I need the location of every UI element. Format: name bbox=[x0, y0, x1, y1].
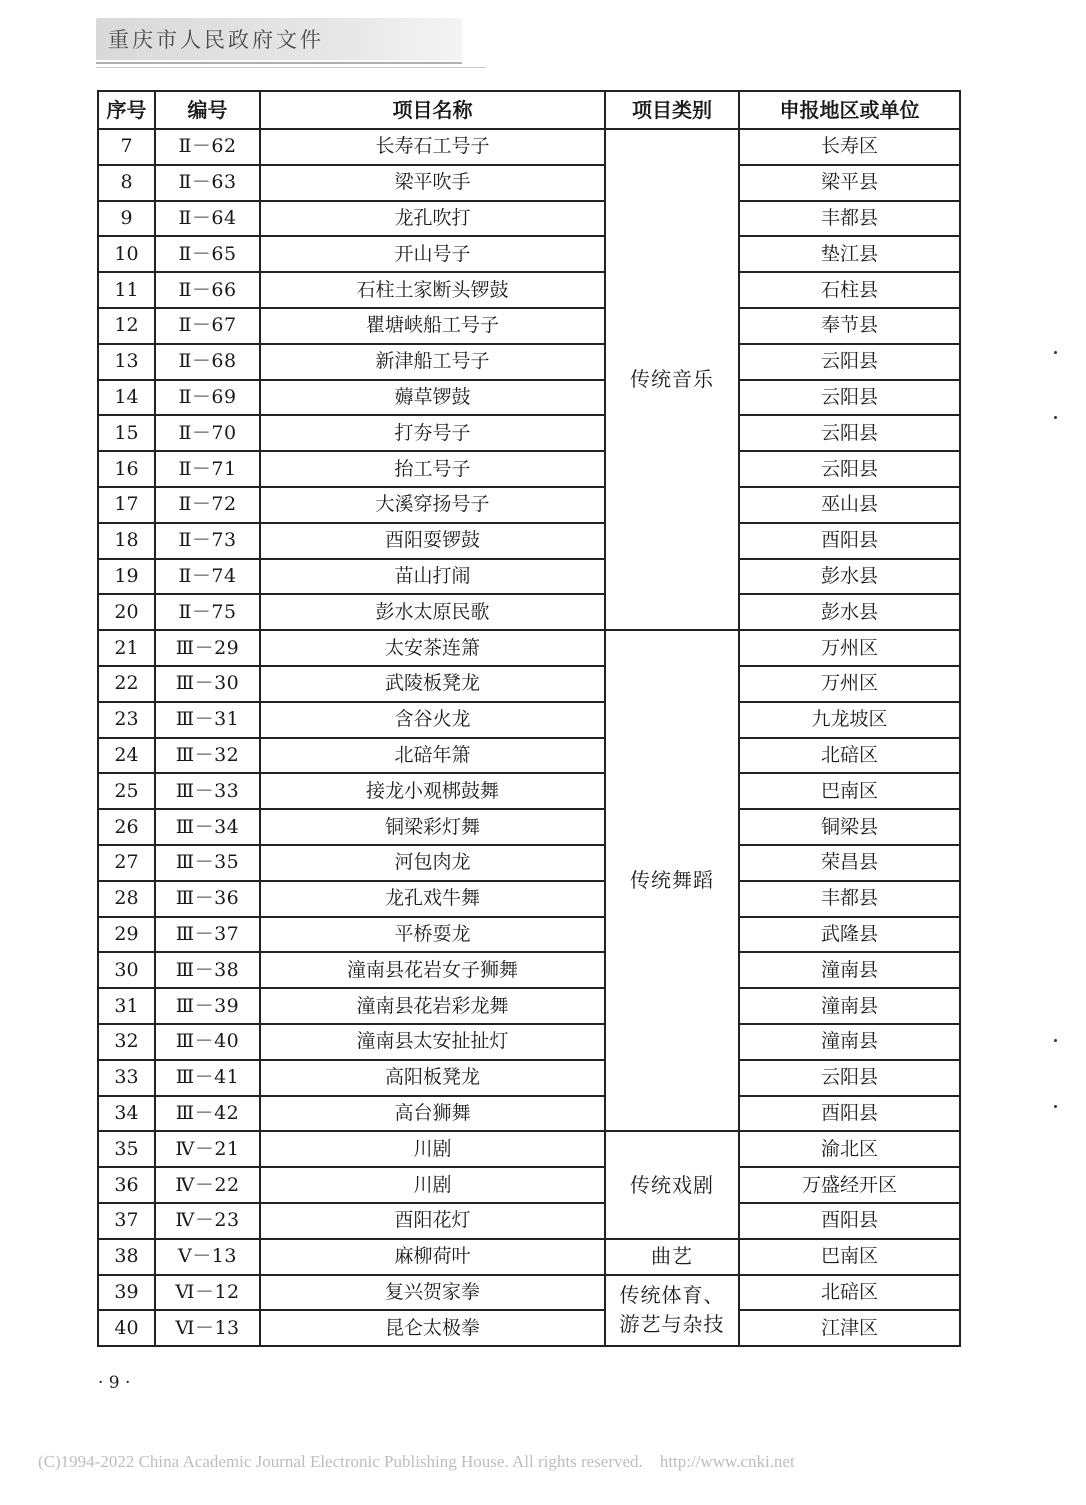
table-body bbox=[98, 129, 960, 1346]
table-row bbox=[98, 881, 960, 917]
cell-project-name: 平桥耍龙 bbox=[260, 917, 605, 953]
table-row bbox=[98, 809, 960, 845]
cell-region: 潼南县 bbox=[739, 1024, 960, 1060]
cell-serial: 8 bbox=[98, 165, 155, 201]
column-header-serial: 序号 bbox=[98, 91, 155, 129]
column-header-code: 编号 bbox=[155, 91, 260, 129]
cell-project-name: 高台狮舞 bbox=[260, 1096, 605, 1132]
cell-region: 彭水县 bbox=[739, 594, 960, 630]
cell-region: 云阳县 bbox=[739, 380, 960, 416]
cell-category bbox=[605, 129, 739, 630]
cell-region: 奉节县 bbox=[739, 308, 960, 344]
cell-serial: 18 bbox=[98, 523, 155, 559]
cell-code: Ⅱ－73 bbox=[155, 523, 260, 559]
cell-serial: 17 bbox=[98, 487, 155, 523]
cell-serial: 15 bbox=[98, 415, 155, 451]
cell-code: Ⅲ－35 bbox=[155, 845, 260, 881]
cell-code: Ⅱ－69 bbox=[155, 380, 260, 416]
cell-serial: 7 bbox=[98, 129, 155, 165]
cell-code: Ⅵ－13 bbox=[155, 1310, 260, 1346]
cell-project-name: 彭水太原民歌 bbox=[260, 594, 605, 630]
cell-region: 酉阳县 bbox=[739, 523, 960, 559]
cell-project-name: 薅草锣鼓 bbox=[260, 380, 605, 416]
table-row bbox=[98, 308, 960, 344]
cell-project-name: 武陵板凳龙 bbox=[260, 666, 605, 702]
cell-code: Ⅱ－68 bbox=[155, 344, 260, 380]
cell-serial: 38 bbox=[98, 1239, 155, 1275]
table-row bbox=[98, 666, 960, 702]
table-row bbox=[98, 845, 960, 881]
cell-serial: 16 bbox=[98, 451, 155, 487]
cell-code: Ⅱ－72 bbox=[155, 487, 260, 523]
cell-project-name: 梁平吹手 bbox=[260, 165, 605, 201]
cell-region: 石柱县 bbox=[739, 272, 960, 308]
category-label: 传统舞蹈 bbox=[630, 868, 714, 893]
table-row bbox=[98, 451, 960, 487]
table-row bbox=[98, 1096, 960, 1132]
table-row bbox=[98, 1275, 960, 1311]
cell-code: Ⅱ－75 bbox=[155, 594, 260, 630]
cell-project-name: 开山号子 bbox=[260, 236, 605, 272]
table-row bbox=[98, 773, 960, 809]
cell-region: 云阳县 bbox=[739, 344, 960, 380]
cell-code: Ⅲ－33 bbox=[155, 773, 260, 809]
cell-code: Ⅲ－36 bbox=[155, 881, 260, 917]
cell-code: Ⅱ－65 bbox=[155, 236, 260, 272]
table-row bbox=[98, 129, 960, 165]
cell-serial: 36 bbox=[98, 1167, 155, 1203]
table-row bbox=[98, 1203, 960, 1239]
category-label: 传统戏剧 bbox=[630, 1172, 714, 1197]
cell-serial: 40 bbox=[98, 1310, 155, 1346]
table-row bbox=[98, 236, 960, 272]
cell-code: Ⅲ－40 bbox=[155, 1024, 260, 1060]
cell-region: 巫山县 bbox=[739, 487, 960, 523]
table-row bbox=[98, 1239, 960, 1275]
cell-code: Ⅲ－42 bbox=[155, 1096, 260, 1132]
scan-speck bbox=[1054, 351, 1057, 354]
cell-project-name: 瞿塘峡船工号子 bbox=[260, 308, 605, 344]
table-row bbox=[98, 1131, 960, 1167]
cell-project-name: 新津船工号子 bbox=[260, 344, 605, 380]
cell-serial: 29 bbox=[98, 917, 155, 953]
cell-code: Ⅱ－70 bbox=[155, 415, 260, 451]
running-header-title: 重庆市人民政府文件 bbox=[108, 28, 324, 52]
cell-code: Ⅲ－34 bbox=[155, 809, 260, 845]
table-row bbox=[98, 272, 960, 308]
cell-serial: 27 bbox=[98, 845, 155, 881]
cell-code: Ⅱ－67 bbox=[155, 308, 260, 344]
table-row bbox=[98, 702, 960, 738]
cell-region: 万州区 bbox=[739, 630, 960, 666]
scan-speck bbox=[1054, 1039, 1057, 1042]
cell-code: Ⅴ－13 bbox=[155, 1239, 260, 1275]
cell-project-name: 酉阳耍锣鼓 bbox=[260, 523, 605, 559]
cell-project-name: 含谷火龙 bbox=[260, 702, 605, 738]
table-row bbox=[98, 1060, 960, 1096]
cell-serial: 9 bbox=[98, 201, 155, 237]
table-row bbox=[98, 630, 960, 666]
table-row bbox=[98, 1310, 960, 1346]
table-row bbox=[98, 988, 960, 1024]
cell-region: 万州区 bbox=[739, 666, 960, 702]
cell-project-name: 接龙小观梆鼓舞 bbox=[260, 773, 605, 809]
cell-serial: 37 bbox=[98, 1203, 155, 1239]
category-label: 传统音乐 bbox=[630, 367, 714, 392]
cell-region: 江津区 bbox=[739, 1310, 960, 1346]
page-number: · 9 · bbox=[98, 1373, 131, 1393]
cell-region: 北碚区 bbox=[739, 738, 960, 774]
cell-serial: 28 bbox=[98, 881, 155, 917]
cell-region: 丰都县 bbox=[739, 881, 960, 917]
cell-code: Ⅲ－30 bbox=[155, 666, 260, 702]
cell-project-name: 龙孔吹打 bbox=[260, 201, 605, 237]
cell-project-name: 昆仑太极拳 bbox=[260, 1310, 605, 1346]
cell-region: 巴南区 bbox=[739, 773, 960, 809]
cell-serial: 34 bbox=[98, 1096, 155, 1132]
cell-code: Ⅲ－37 bbox=[155, 917, 260, 953]
cell-project-name: 高阳板凳龙 bbox=[260, 1060, 605, 1096]
cell-category bbox=[605, 630, 739, 1131]
cell-region: 北碚区 bbox=[739, 1275, 960, 1311]
table-row bbox=[98, 738, 960, 774]
cell-region: 荣昌县 bbox=[739, 845, 960, 881]
cell-serial: 24 bbox=[98, 738, 155, 774]
cell-serial: 10 bbox=[98, 236, 155, 272]
cell-serial: 26 bbox=[98, 809, 155, 845]
heritage-project-table bbox=[97, 90, 961, 1347]
cell-serial: 19 bbox=[98, 559, 155, 595]
cell-project-name: 北碚年箫 bbox=[260, 738, 605, 774]
category-label: 传统体育、 游艺与杂技 bbox=[619, 1283, 725, 1337]
column-header-category: 项目类别 bbox=[605, 91, 739, 129]
cell-project-name: 潼南县花岩女子狮舞 bbox=[260, 952, 605, 988]
footer-copyright: (C)1994-2022 China Academic Journal Electronic Publishing House. All rights reserved. bbox=[38, 1452, 643, 1471]
cell-project-name: 潼南县太安扯扯灯 bbox=[260, 1024, 605, 1060]
table-row bbox=[98, 594, 960, 630]
cell-project-name: 抬工号子 bbox=[260, 451, 605, 487]
cell-code: Ⅱ－71 bbox=[155, 451, 260, 487]
cell-serial: 22 bbox=[98, 666, 155, 702]
cell-region: 垫江县 bbox=[739, 236, 960, 272]
cell-serial: 20 bbox=[98, 594, 155, 630]
cell-project-name: 河包肉龙 bbox=[260, 845, 605, 881]
cell-region: 云阳县 bbox=[739, 451, 960, 487]
cell-serial: 21 bbox=[98, 630, 155, 666]
footer-copyright-line bbox=[38, 1452, 795, 1472]
cell-serial: 33 bbox=[98, 1060, 155, 1096]
cell-code: Ⅲ－29 bbox=[155, 630, 260, 666]
cell-serial: 39 bbox=[98, 1275, 155, 1311]
cell-code: Ⅲ－32 bbox=[155, 738, 260, 774]
cell-region: 云阳县 bbox=[739, 1060, 960, 1096]
cell-region: 潼南县 bbox=[739, 988, 960, 1024]
cell-project-name: 石柱土家断头锣鼓 bbox=[260, 272, 605, 308]
table-row bbox=[98, 380, 960, 416]
cell-project-name: 潼南县花岩彩龙舞 bbox=[260, 988, 605, 1024]
cell-project-name: 长寿石工号子 bbox=[260, 129, 605, 165]
cell-serial: 13 bbox=[98, 344, 155, 380]
cell-project-name: 太安茶连箫 bbox=[260, 630, 605, 666]
cell-project-name: 酉阳花灯 bbox=[260, 1203, 605, 1239]
cell-project-name: 苗山打闹 bbox=[260, 559, 605, 595]
cell-region: 武隆县 bbox=[739, 917, 960, 953]
cell-project-name: 川剧 bbox=[260, 1167, 605, 1203]
cell-category bbox=[605, 1239, 739, 1275]
scan-speck bbox=[1054, 1105, 1057, 1108]
table-row bbox=[98, 1167, 960, 1203]
cell-code: Ⅱ－66 bbox=[155, 272, 260, 308]
cell-region: 丰都县 bbox=[739, 201, 960, 237]
cell-region: 铜梁县 bbox=[739, 809, 960, 845]
table-row bbox=[98, 415, 960, 451]
cell-region: 万盛经开区 bbox=[739, 1167, 960, 1203]
table-row bbox=[98, 165, 960, 201]
cell-code: Ⅱ－74 bbox=[155, 559, 260, 595]
cell-serial: 14 bbox=[98, 380, 155, 416]
cell-code: Ⅱ－63 bbox=[155, 165, 260, 201]
cell-serial: 11 bbox=[98, 272, 155, 308]
table-header-row bbox=[98, 91, 960, 129]
footer-url: http://www.cnki.net bbox=[659, 1452, 795, 1471]
table-row bbox=[98, 952, 960, 988]
cell-project-name: 麻柳荷叶 bbox=[260, 1239, 605, 1275]
scan-speck bbox=[1054, 416, 1057, 419]
cell-category bbox=[605, 1275, 739, 1347]
cell-code: Ⅱ－64 bbox=[155, 201, 260, 237]
cell-project-name: 大溪穿扬号子 bbox=[260, 487, 605, 523]
cell-region: 巴南区 bbox=[739, 1239, 960, 1275]
header-rule bbox=[96, 62, 462, 64]
cell-serial: 12 bbox=[98, 308, 155, 344]
cell-region: 酉阳县 bbox=[739, 1096, 960, 1132]
cell-serial: 25 bbox=[98, 773, 155, 809]
table-row bbox=[98, 344, 960, 380]
cell-serial: 35 bbox=[98, 1131, 155, 1167]
table-row bbox=[98, 559, 960, 595]
table-row bbox=[98, 1024, 960, 1060]
cell-category bbox=[605, 1131, 739, 1238]
table-row bbox=[98, 487, 960, 523]
cell-region: 潼南县 bbox=[739, 952, 960, 988]
cell-code: Ⅳ－23 bbox=[155, 1203, 260, 1239]
table-row bbox=[98, 917, 960, 953]
cell-code: Ⅳ－22 bbox=[155, 1167, 260, 1203]
cell-project-name: 铜梁彩灯舞 bbox=[260, 809, 605, 845]
cell-region: 梁平县 bbox=[739, 165, 960, 201]
cell-region: 长寿区 bbox=[739, 129, 960, 165]
cell-code: Ⅵ－12 bbox=[155, 1275, 260, 1311]
cell-code: Ⅲ－31 bbox=[155, 702, 260, 738]
cell-code: Ⅲ－41 bbox=[155, 1060, 260, 1096]
cell-region: 彭水县 bbox=[739, 559, 960, 595]
cell-region: 酉阳县 bbox=[739, 1203, 960, 1239]
cell-serial: 23 bbox=[98, 702, 155, 738]
cell-project-name: 复兴贺家拳 bbox=[260, 1275, 605, 1311]
cell-serial: 31 bbox=[98, 988, 155, 1024]
cell-serial: 32 bbox=[98, 1024, 155, 1060]
cell-code: Ⅲ－38 bbox=[155, 952, 260, 988]
cell-code: Ⅱ－62 bbox=[155, 129, 260, 165]
cell-region: 九龙坡区 bbox=[739, 702, 960, 738]
column-header-region: 申报地区或单位 bbox=[739, 91, 960, 129]
cell-region: 渝北区 bbox=[739, 1131, 960, 1167]
cell-region: 云阳县 bbox=[739, 415, 960, 451]
category-label: 曲艺 bbox=[651, 1244, 693, 1269]
cell-code: Ⅲ－39 bbox=[155, 988, 260, 1024]
header-rule-thin bbox=[96, 67, 486, 68]
cell-project-name: 打夯号子 bbox=[260, 415, 605, 451]
cell-code: Ⅳ－21 bbox=[155, 1131, 260, 1167]
table-row bbox=[98, 523, 960, 559]
cell-project-name: 川剧 bbox=[260, 1131, 605, 1167]
table-row bbox=[98, 201, 960, 237]
cell-project-name: 龙孔戏牛舞 bbox=[260, 881, 605, 917]
column-header-project-name: 项目名称 bbox=[260, 91, 605, 129]
cell-serial: 30 bbox=[98, 952, 155, 988]
